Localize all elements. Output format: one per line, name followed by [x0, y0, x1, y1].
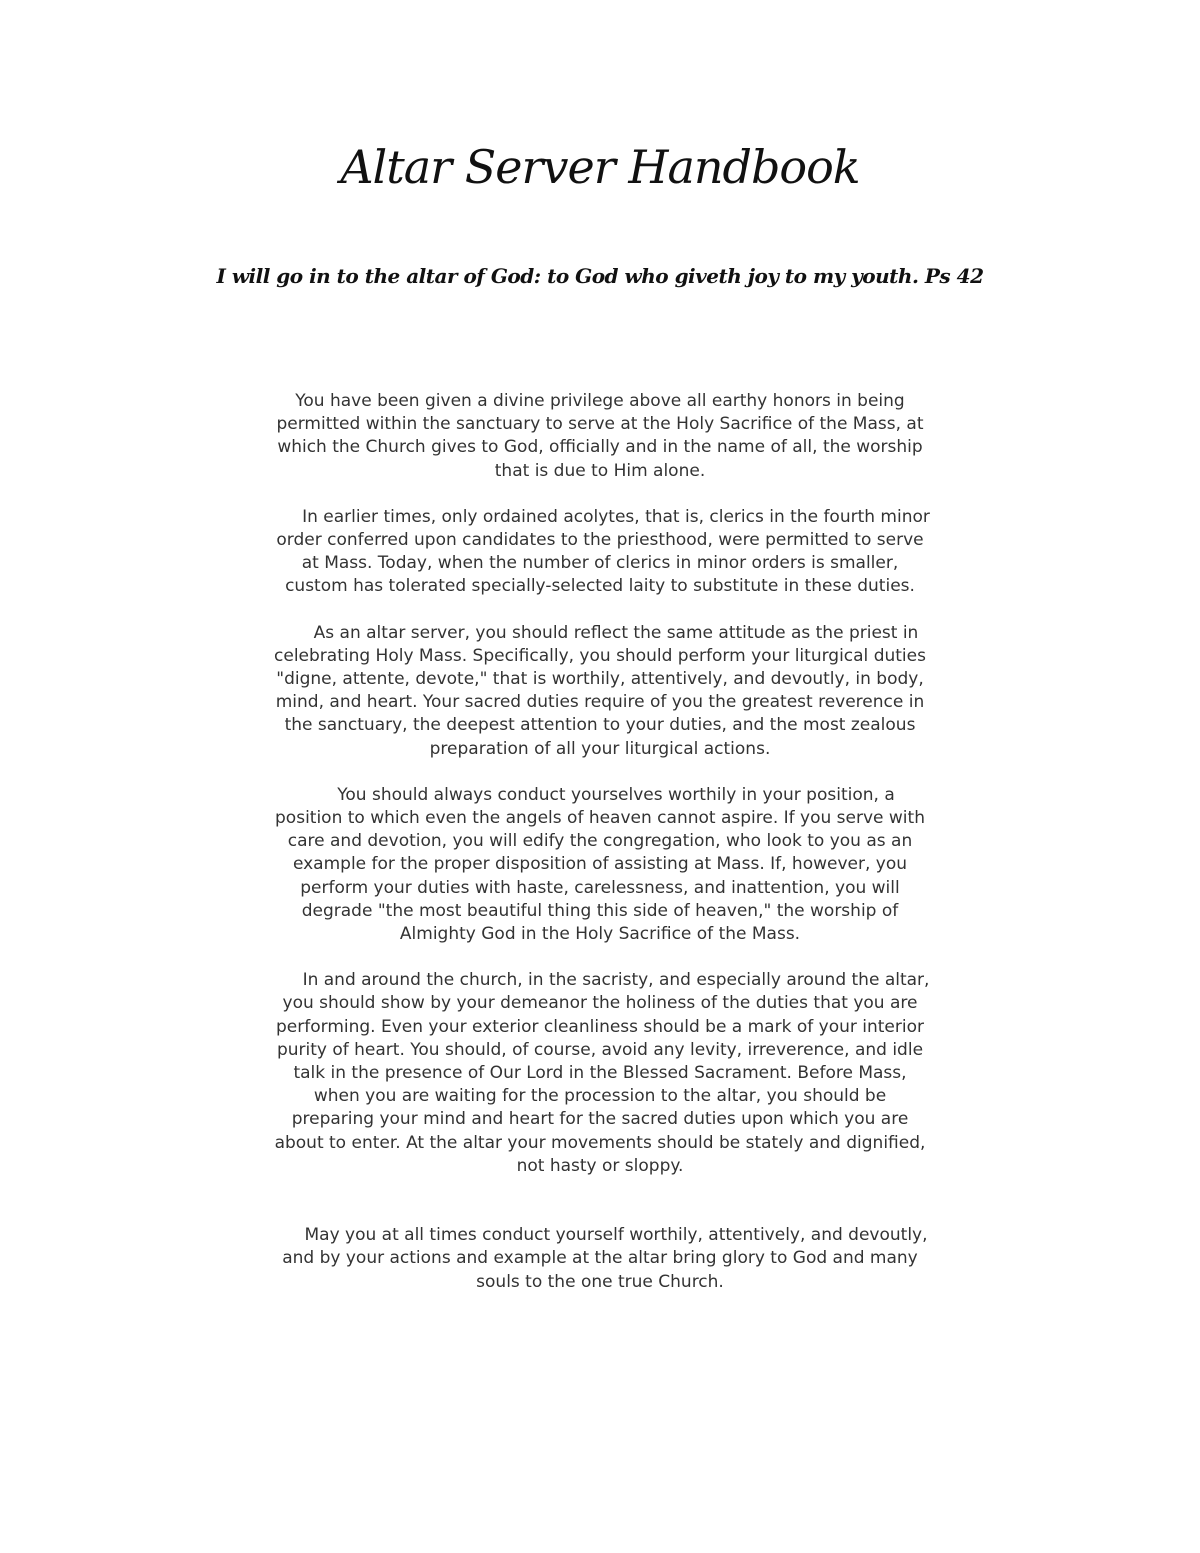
paragraph-1 [270, 390, 930, 483]
paragraph-4 [270, 784, 930, 946]
paragraph-5 [270, 969, 930, 1178]
paragraph-2-text: In earlier times, only ordained acolytes, that is, clerics in the fourth minor order conferred upon candidates to the priesthood, were permitted to serve at Mass. Today, when the number of clerics in minor orders is smaller, custom has tolerated specially-selected laity to substitute in these duties. [276, 506, 930, 597]
paragraph-4-text: You should always conduct yourselves worthily in your position, a position to which even the angels of heaven cannot aspire. If you serve with care and devotion, you will edify the congregation, who look to you as an example for the proper disposition of assisting at Mass. If, however, you perform your duties with haste, carelessness, and inattention, you will degrade "the most beautiful thing this side of heaven," the worship of Almighty God in the Holy Sacrifice of the Mass. [275, 784, 925, 945]
paragraph-3-text: As an altar server, you should reflect the same attitude as the priest in celebrating Holy Mass. Specifically, you should perform your liturgical duties "digne, attente, devote," that is worthily, attentively, and devoutly, in body, mind, and heart. Your sacred duties require of you the greatest reverence in the sanctuary, the deepest attention to your duties, and the most zealous preparation of all your liturgical actions. [274, 622, 926, 759]
epigraph-quote: I will go in to the altar of God: to God who giveth joy to my youth. Ps 42 [216, 264, 984, 288]
paragraph-6-text: May you at all times conduct yourself worthily, attentively, and devoutly, and by your actions and example at the altar bring glory to God and many souls to the one true Church. [282, 1225, 928, 1292]
paragraph-3 [270, 622, 930, 761]
document-title: Altar Server Handbook [340, 140, 860, 194]
paragraph-2 [270, 506, 930, 599]
paragraph-5-text: In and around the church, in the sacristy, and especially around the altar, you should show by your demeanor the holiness of the duties that you are performing. Even your exterior cleanliness should be a mark of your interior purity of heart. You should, of course, avoid any levity, irreverence, and idle talk in the presence of Our Lord in the Blessed Sacrament. Before Mass, when you are waiting for the procession to the altar, you should be preparing your mind and heart for the sacred duties upon which you are about to enter. At the altar your movements should be stately and dignified, not hasty or sloppy. [274, 970, 930, 1176]
body-text [270, 390, 930, 1317]
paragraph-1-text: You have been given a divine privilege above all earthy honors in being permitted within the sanctuary to serve at the Holy Sacrifice of the Mass, at which the Church gives to God, officially and in the name of all, the worship that is due to Him alone. [276, 391, 924, 481]
paragraph-6 [270, 1224, 930, 1294]
